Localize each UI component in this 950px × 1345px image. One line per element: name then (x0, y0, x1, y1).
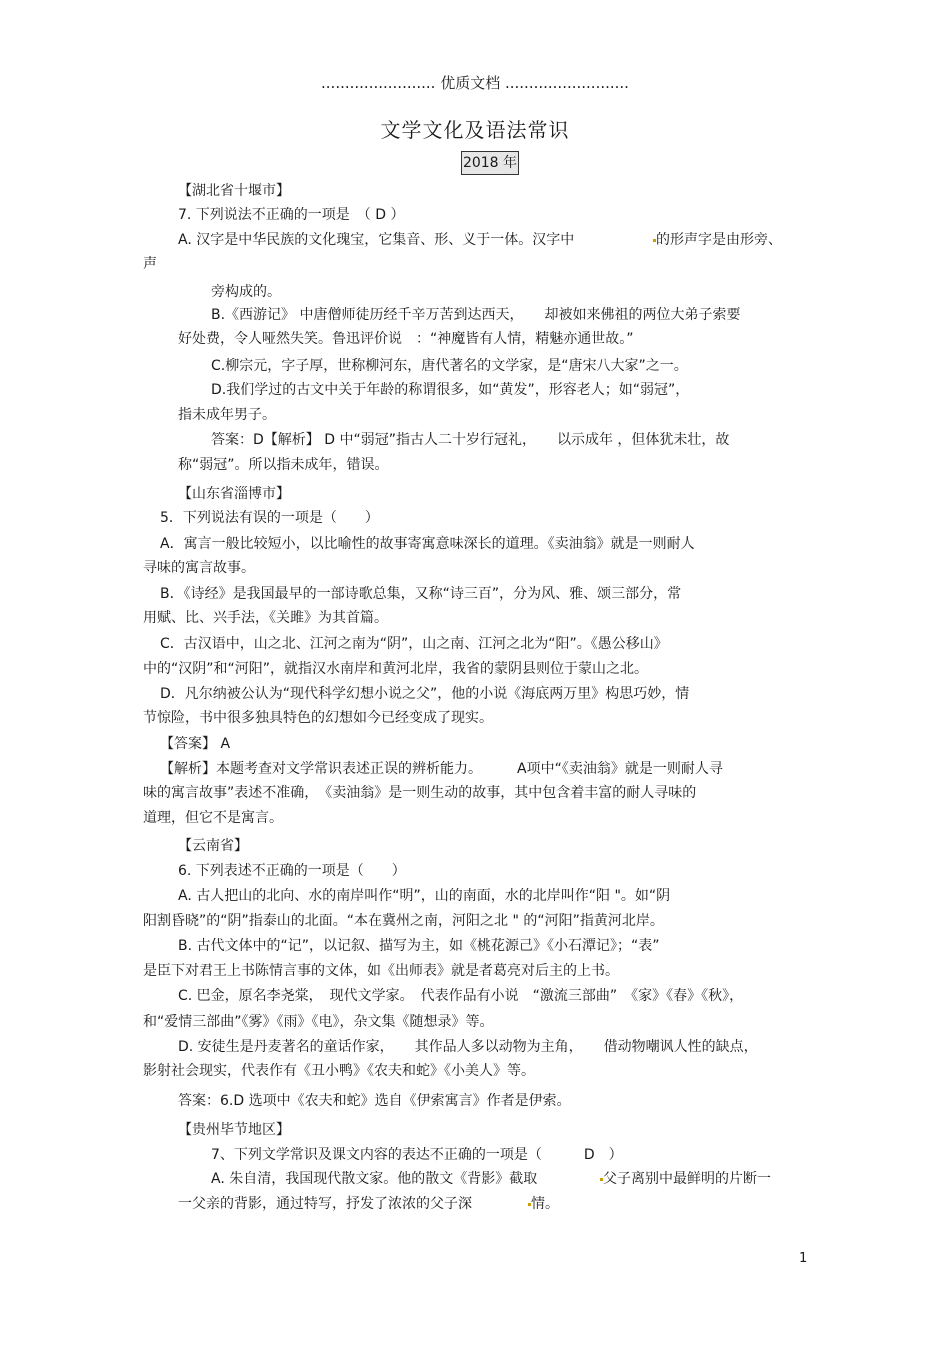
explanation-line: 【解析】本题考查对文学常识表述正误的辨析能力。 A项中“《卖油翁》就是一则耐人寻 (160, 761, 723, 777)
option-a-text: 父子离别中最鲜明的片断一 (603, 1171, 771, 1187)
option-b-line: B．《诗经》是我国最早的一部诗歌总集，又称“诗三百”，分为风、雅、颂三部分，常 (160, 586, 682, 602)
option-a-line: A．寓言一般比较短小，以比喻性的故事寄寓意味深长的道理。《卖油翁》就是一则耐人 (160, 536, 695, 552)
region-heading-yunnan: 【云南省】 (178, 838, 248, 854)
option-d-line: D.我们学过的古文中关于年龄的称谓很多，如“黄发”，形容老人；如“弱冠”， (211, 382, 690, 398)
option-a-line: A. 汉字是中华民族的文化瑰宝，它集音、形、义于一体。汉字中 (178, 232, 575, 248)
question-text: 6. 下列表述不正确的一项是（ ） (178, 863, 406, 879)
option-b-line: B.《西游记》 中唐僧师徒历经千辛万苦到达西天， 却被如来佛祖的两位大弟子索要 (211, 307, 741, 323)
explanation-line: 味的寓言故事”表述不准确， 《卖油翁》是一则生动的故事，其中包含着丰富的耐人寻味的 (143, 785, 697, 801)
option-a-line-cont (596, 1169, 771, 1189)
option-b-line: 好处费，令人哑然失笑。鲁迅评价说 ：“神魔皆有人情，精魅亦通世故。” (178, 331, 634, 347)
option-c-line: 中的“汉阴”和“河阳”，就指汉水南岸和黄河北岸，我省的蒙阴县则位于蒙山之北。 (143, 661, 649, 677)
option-a-text: 的形声字是由形旁、 (656, 232, 782, 248)
answer-line: 答案：6.D 选项中《农夫和蛇》选自《伊索寓言》作者是伊索。 (178, 1093, 571, 1109)
region-heading-shandong: 【山东省淄博市】 (178, 486, 290, 502)
option-c-line: 和“爱情三部曲”《雾》《雨》《电》，杂文集《随想录》等。 (143, 1014, 494, 1030)
option-a-line-cont (649, 230, 782, 250)
option-a-line: 一父亲的背影，通过特写，抒发了浓浓的父子深 (178, 1196, 472, 1212)
explanation-line: 道理，但它不是寓言。 (143, 810, 283, 826)
option-c-line: C. 巴金，原名李尧棠， 现代文学家。 代表作品有小说 “激流三部曲” 《家》《春》《秋》， (178, 988, 744, 1004)
option-a-line: A. 古人把山的北向、水的南岸叫作“明”，山的南面，水的北岸叫作“阳 "。如“阴 (178, 888, 671, 904)
option-b-line: 是臣下对君王上书陈情言事的文体，如《出师表》就是者葛亮对后主的上书。 (143, 963, 619, 979)
option-b-line: 用赋、比、兴手法，《关雎》为其首篇。 (143, 610, 388, 626)
region-heading-guizhou: 【贵州毕节地区】 (178, 1122, 290, 1138)
option-d-line: 节惊险，书中很多独具特色的幻想如今已经变成了现实。 (143, 710, 493, 726)
option-a-line: 寻味的寓言故事。 (143, 560, 255, 576)
question-text: 5．下列说法有误的一项是（ ） (160, 510, 379, 526)
page-header: ........................ 优质文档 .......................... (321, 74, 629, 92)
option-a-line: A. 朱自清，我国现代散文家。他的散文《背影》截取 (211, 1171, 538, 1187)
option-d-line: 指未成年男子。 (178, 407, 276, 423)
option-a-line-cont (524, 1194, 559, 1214)
region-heading-hubei: 【湖北省十堰市】 (178, 183, 290, 199)
option-d-line: D. 安徒生是丹麦著名的童话作家， 其作品人多以动物为主角， 借动物嘲讽人性的缺点， (178, 1039, 758, 1055)
question-text: 7. 下列说法不正确的一项是 （ D ） (178, 207, 405, 223)
option-b-line: B. 古代文体中的“记”，以记叙、描写为主，如《桃花源己》《小石潭记》；“表” (178, 938, 660, 954)
document-title: 文学文化及语法常识 (380, 118, 570, 142)
answer-line: 称“弱冠”。所以指未成年，错误。 (178, 457, 389, 473)
answer-line: 答案：D【解析】 D 中“弱冠”指古人二十岁行冠礼， 以示成年 ，但体犹未壮，故 (211, 432, 730, 448)
option-c-line: C.柳宗元，字子厚，世称柳河东，唐代著名的文学家，是“唐宋八大家”之一。 (211, 358, 688, 374)
option-a-line: 阳割昏晓”的“阴”指泰山的北面。“本在冀州之南，河阳之北 " 的“河阳”指黄河北岸。 (143, 913, 664, 929)
question-text: 7、下列文学常识及课文内容的表达不正确的一项是（ D ） (211, 1147, 623, 1163)
option-a-line: 旁构成的。 (211, 284, 281, 300)
option-d-line: D．凡尔纳被公认为“现代科学幻想小说之父”，他的小说《海底两万里》构思巧妙，情 (160, 686, 690, 702)
page-number: 1 (799, 1251, 808, 1266)
option-a-text: 情。 (531, 1196, 559, 1212)
answer-line: 【答案】 A (160, 736, 231, 752)
option-a-line: 声 (143, 256, 157, 272)
year-badge: 2018 年 (461, 151, 519, 175)
option-c-line: C．古汉语中，山之北、江河之南为“阴”，山之南、江河之北为“阳”。《愚公移山》 (160, 636, 668, 652)
option-d-line: 影射社会现实，代表作有《丑小鸭》《农夫和蛇》《小美人》等。 (143, 1063, 535, 1079)
